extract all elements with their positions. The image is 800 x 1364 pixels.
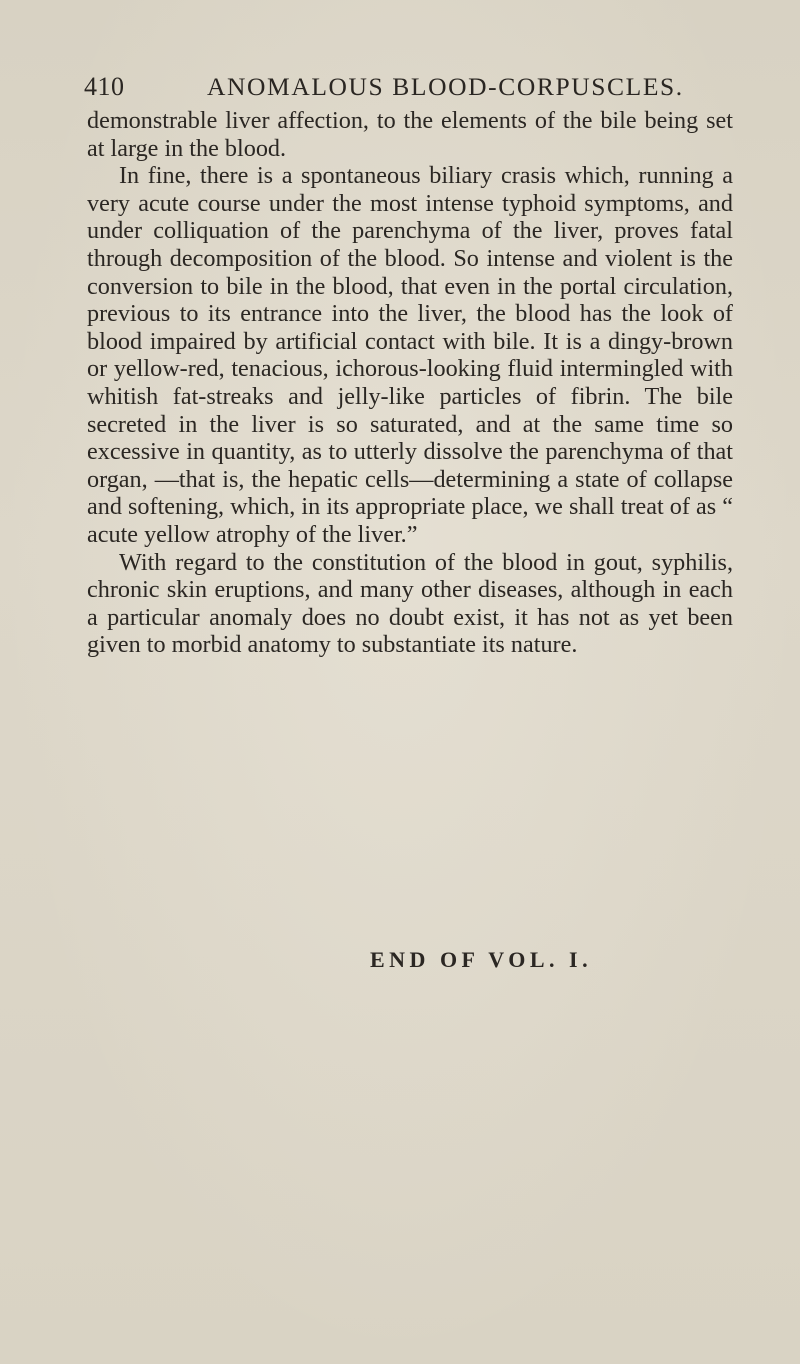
paragraph: With regard to the constitution of the blood in gout, syphilis, chronic skin eruptions, and many other diseases, although in each a particular anomaly does no doubt exist, it has not as yet been given to morbid anatomy to substantiate its nature. xyxy=(87,548,733,659)
running-head xyxy=(84,72,724,112)
body-text xyxy=(87,107,733,659)
end-of-volume-colophon: END OF VOL. I. xyxy=(370,947,593,972)
paragraph-continuation: demonstrable liver affection, to the elements of the bile being set at large in the blood. xyxy=(87,107,733,162)
page-number: 410 xyxy=(84,72,125,101)
running-title: ANOMALOUS BLOOD-CORPUSCLES. xyxy=(207,72,684,101)
paragraph: In fine, there is a spontaneous biliary crasis which, running a very acute course under the most intense typhoid symptoms, and under colliquation of the parenchyma of the liver, proves fatal through decomposition of the blood. So intense and violent is the conversion to bile in the blood, that even in the portal circulation, previous to its entrance into the liver, the blood has the look of blood impaired by artificial contact with bile. It is a dingy-brown or yellow-red, tenacious, ichorous-looking fluid intermingled with whitish fat-streaks and jelly-like particles of fibrin. The bile secreted in the liver is so saturated, and at the same time so excessive in quantity, as to utterly dissolve the parenchyma of that organ, —that is, the hepatic cells—determining a state of collapse and softening, which, in its appropriate place, we shall treat of as “ acute yellow atrophy of the liver.” xyxy=(87,162,733,548)
